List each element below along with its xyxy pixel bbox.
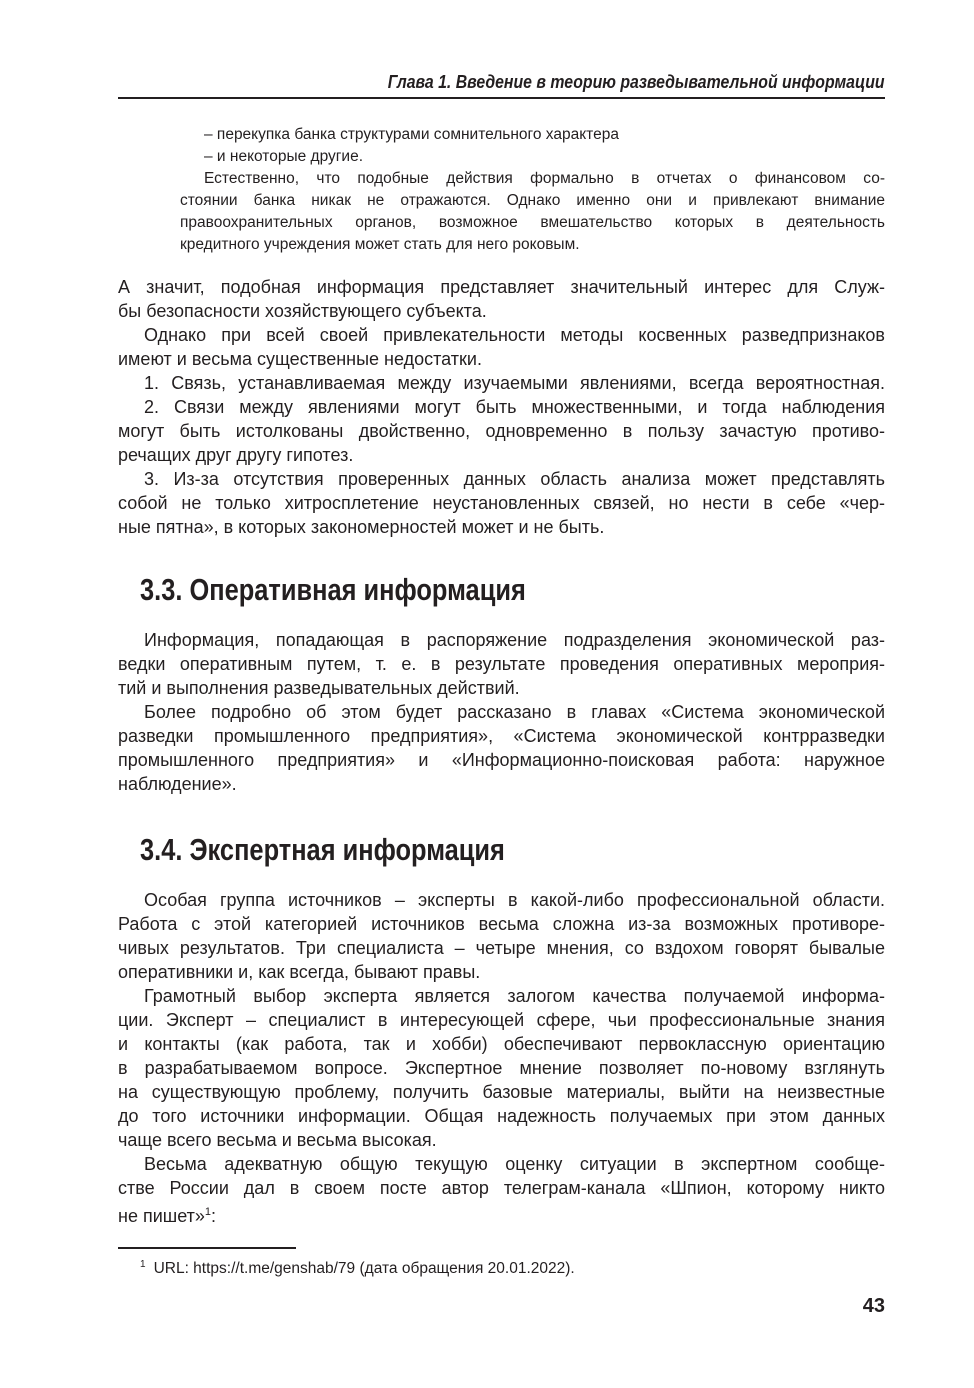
header-rule <box>118 97 885 99</box>
running-header: Глава 1. Введение в теорию разведывательной информации <box>388 72 885 92</box>
text-line: Весьма адекватную общую текущую оценку ситуации в экспертном сообще- <box>144 1154 885 1174</box>
final-line-text: не пишет» <box>118 1206 205 1226</box>
text-line: оперативники и, как всегда, бывают правы. <box>118 962 481 982</box>
text-line: ные пятна», в которых закономерностей может и не быть. <box>118 517 605 537</box>
final-line-end: : <box>211 1206 217 1226</box>
text-line: 2. Связи между явлениями могут быть множественными, и тогда наблюдения <box>144 397 885 417</box>
text-line: могут быть истолкованы двойственно, одновременно в пользу зачастую противо- <box>118 421 885 441</box>
text-line: 1. Связь, устанавливаемая между изучаемыми явлениями, всегда вероятностная. <box>144 373 885 393</box>
text-line: 3. Из-за отсутствия проверенных данных область анализа может представлять <box>144 469 885 489</box>
text-line: речащих друг другу гипотез. <box>118 445 354 465</box>
text-line: и контакты (как работа, так и хобби) обеспечивают первоклассную ориентацию <box>118 1034 885 1054</box>
text-line: чаще всего весьма и весьма высокая. <box>118 1130 437 1150</box>
text-line: Однако при всей своей привлекательности методы косвенных разведпризнаков <box>144 325 885 345</box>
text-line: кредитного учреждения может стать для него роковым. <box>180 236 580 253</box>
footnote-ref[interactable]: 1 <box>204 1206 211 1218</box>
text-line: правоохранительных органов, возможное вмешательство которых в деятельность <box>180 214 885 231</box>
text-line: до того источники информации. Общая надежность получаемых при этом данных <box>118 1106 885 1126</box>
text-line: Особая группа источников – эксперты в какой-либо профессиональной области. <box>144 890 885 910</box>
text-line: в разрабатываемом вопросе. Экспертное мнение позволяет по-новому взглянуть <box>118 1058 885 1078</box>
text-line: – перекупка банка структурами сомнительного характера <box>204 126 619 143</box>
footnote-text: URL: https://t.me/genshab/79 (дата обращения 20.01.2022). <box>153 1260 575 1278</box>
text-line: Информация, попадающая в распоряжение подразделения экономической раз- <box>144 630 885 650</box>
text-line: бы безопасности хозяйствующего субъекта. <box>118 301 487 321</box>
footnote-rule <box>118 1247 296 1249</box>
text-line: ции. Эксперт – специалист в интересующей сфере, чьи профессиональные знания <box>118 1010 885 1030</box>
section-heading-3-3: 3.3. Оперативная информация <box>140 572 526 607</box>
text-line: А значит, подобная информация представляет значительный интерес для Служ- <box>118 277 885 297</box>
text-line: наблюдение». <box>118 774 237 794</box>
section-3-3-text <box>118 628 885 796</box>
text-line: промышленного предприятия» и «Информационно-поисковая работа: наружное <box>118 750 885 770</box>
section-heading-3-4: 3.4. Экспертная информация <box>140 832 505 867</box>
text-line: Грамотный выбор эксперта является залогом качества получаемой информа- <box>144 986 885 1006</box>
text-line: Работа с этой категорией источников весьма сложна из-за возможных противоре- <box>118 914 885 934</box>
text-line: стве России дал в своем посте автор телеграм-канала «Шпион, которому никто <box>118 1178 885 1198</box>
section-3-4-text <box>118 888 885 1200</box>
text-line: Естественно, что подобные действия формально в отчетах о финансовом со- <box>204 170 885 187</box>
footnote <box>140 1259 575 1278</box>
text-line: Более подробно об этом будет рассказано в главах «Система экономической <box>144 702 885 722</box>
text-line: имеют и весьма существенные недостатки. <box>118 349 482 369</box>
text-line: стоянии банка никак не отражаются. Однако именно они и привлекают внимание <box>180 192 885 209</box>
text-line: чивых результатов. Три специалиста – четыре мнения, со вздохом говорят бывалые <box>118 938 885 958</box>
text-line: разведки промышленного предприятия», «Система экономической контрразведки <box>118 726 885 746</box>
text-line: ведки оперативным путем, т. е. в результате проведения оперативных мероприя- <box>118 654 885 674</box>
section-3-4-final-line <box>118 1200 885 1228</box>
text-line: на существующую проблему, получить базовые материалы, выйти на неизвестные <box>118 1082 885 1102</box>
page-number: 43 <box>862 1295 885 1317</box>
text-line: – и некоторые другие. <box>204 148 364 165</box>
quote-block <box>180 124 885 256</box>
text-line: собой не только хитросплетение неустановленных связей, но нести в себе «чер- <box>118 493 885 513</box>
footnote-marker: 1 <box>140 1259 146 1270</box>
text-line: тий и выполнения разведывательных действий. <box>118 678 520 698</box>
intro-text <box>118 275 885 539</box>
